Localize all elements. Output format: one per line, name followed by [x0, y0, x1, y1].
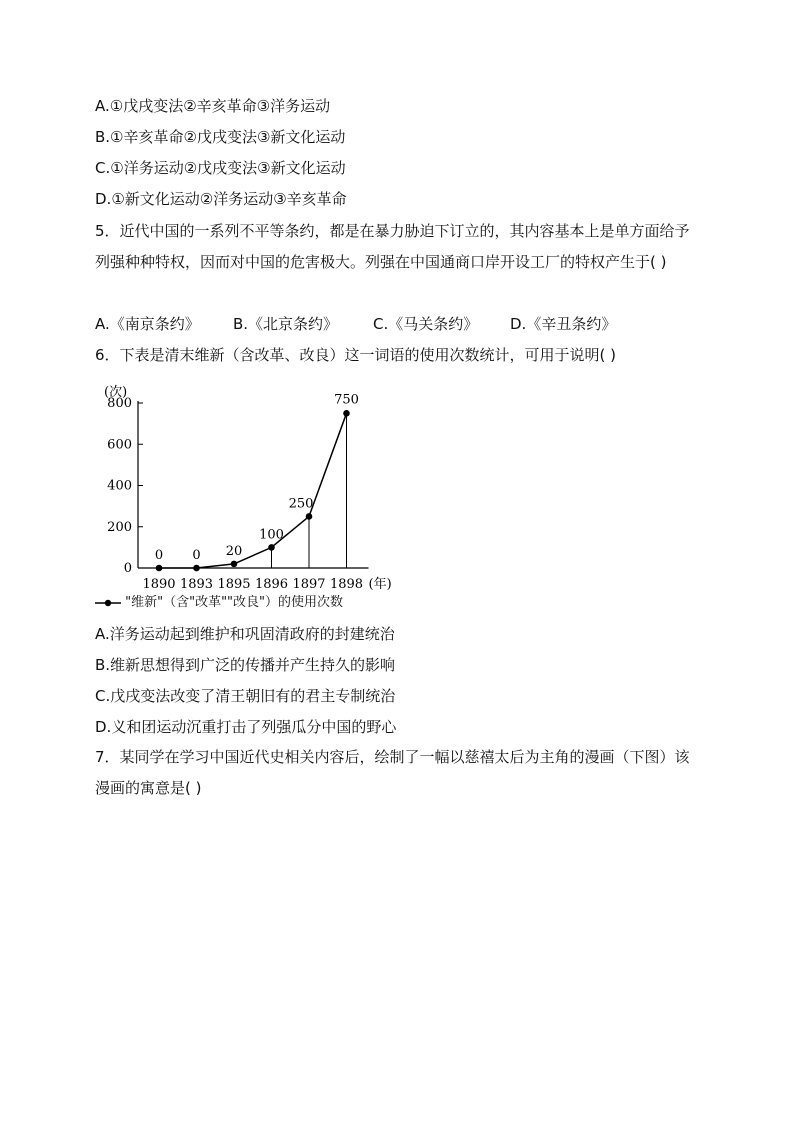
x-tick-label-1896: 1896 [254, 577, 289, 592]
chart-legend [95, 594, 343, 612]
q5-option-a: A.《南京条约》 [95, 315, 200, 333]
x-tick-label-1895: 1895 [217, 577, 251, 592]
data-label-1893: 0 [192, 548, 201, 563]
chart-drop-lines [272, 413, 347, 568]
q5-option-c: C.《马关条约》 [373, 315, 479, 333]
q6-option-c: C.戊戌变法改变了清王朝旧有的君主专制统治 [95, 687, 396, 705]
y-tick-label-800: 800 [107, 396, 132, 411]
q6-option-b: B.维新思想得到广泛的传播并产生持久的影响 [95, 656, 396, 674]
chart-axes [138, 401, 369, 568]
data-point-1895 [231, 561, 238, 568]
y-tick-label-400: 400 [107, 478, 132, 494]
data-label-1890: 0 [154, 548, 164, 563]
y-tick-label-600: 600 [107, 437, 132, 453]
x-tick-label-1893: 1893 [179, 577, 214, 592]
q4-option-b: B.①辛亥革命②戊戌变法③新文化运动 [95, 128, 346, 146]
q5-option-d: D.《辛丑条约》 [510, 315, 617, 333]
q5-option-b: B.《北京条约》 [233, 315, 339, 333]
q6-stem: 6．下表是清末维新（含改革、改良）这一词语的使用次数统计，可用于说明( ) [95, 346, 617, 364]
q6-option-d: D.义和团运动沉重打击了列强瓜分中国的野心 [95, 718, 397, 736]
y-tick-label-200: 200 [107, 519, 132, 535]
usage-line-chart [95, 378, 425, 593]
data-label-1895: 20 [225, 543, 243, 559]
data-label-1896: 100 [259, 527, 284, 543]
data-label-1897: 250 [288, 496, 314, 512]
q5-stem: 5．近代中国的一系列不平等条约，都是在暴力胁迫下订立的，其内容基本上是单方面给予列强种种特权，因而对中国的危害极大。列强在中国通商口岸开设工厂的特权产生于( ) [95, 222, 690, 271]
x-tick-label-1897: 1897 [292, 577, 326, 592]
data-point-1897 [306, 513, 313, 520]
data-label-1898: 750 [334, 392, 359, 408]
x-axis-label: (年) [368, 577, 392, 592]
q4-option-a: A.①戊戌变法②辛亥革命③洋务运动 [95, 97, 331, 115]
legend-label: "维新"（含"改革""改良"）的使用次数 [125, 595, 344, 610]
y-axis-label: (次) [104, 385, 128, 400]
chart-series [156, 410, 350, 571]
x-tick-label-1898: 1898 [329, 577, 364, 592]
q7-stem: 7．某同学在学习中国近代史相关内容后，绘制了一幅以慈禧太后为主角的漫画（下图）该漫画的寓意是( ) [95, 748, 690, 797]
data-point-1890 [156, 565, 163, 572]
q6-option-a: A.洋务运动起到维护和巩固清政府的封建统治 [95, 625, 395, 643]
legend-line-marker-icon [95, 598, 121, 608]
series-line [159, 413, 347, 568]
q4-option-d: D.①新文化运动②洋务运动③辛亥革命 [95, 190, 347, 208]
q4-option-c: C.①洋务运动②戊戌变法③新文化运动 [95, 159, 346, 177]
data-point-1896 [268, 544, 275, 551]
x-tick-label-1890: 1890 [142, 577, 176, 592]
data-point-1898 [343, 410, 350, 417]
data-point-1893 [193, 565, 200, 572]
y-tick-label-0: 0 [123, 561, 132, 576]
